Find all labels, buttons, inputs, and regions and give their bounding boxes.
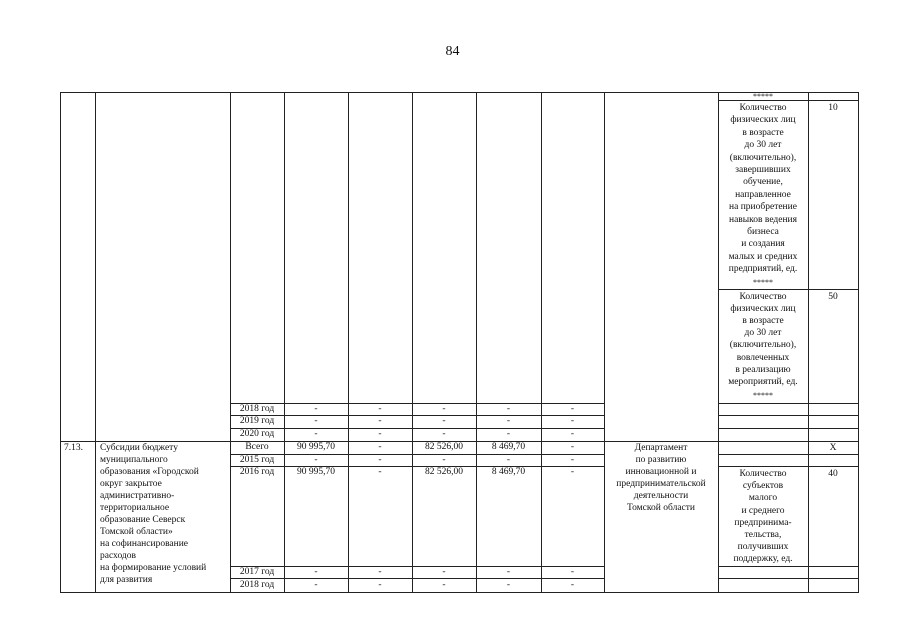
amount-cell: - <box>378 567 382 577</box>
text-line: вовлеченных <box>736 352 790 363</box>
amount-cell: - <box>506 455 511 465</box>
text-line: поддержку, ед. <box>733 554 793 565</box>
amount-cell: - <box>570 455 575 465</box>
text-line: до 30 лет <box>744 140 782 151</box>
vline-11 <box>808 92 809 593</box>
amount-cell: 90 995,70 <box>297 442 335 452</box>
year-label: 2015 год <box>239 455 275 465</box>
vline-2 <box>95 92 96 593</box>
amount-cell: - <box>378 404 382 414</box>
amount-cell: - <box>314 429 318 439</box>
year-label: 2018 год <box>239 404 275 414</box>
amount-cell: - <box>378 455 382 465</box>
text-line: округ закрытое <box>100 479 162 489</box>
text-line: на софинансирование <box>100 539 189 549</box>
amount-cell: - <box>442 416 446 426</box>
text-line: навыков ведения <box>728 214 798 225</box>
text-line: предпринимательской <box>616 479 706 489</box>
text-line: по развитию <box>635 455 687 465</box>
amount-cell: - <box>442 404 446 414</box>
text-line: предпринима- <box>734 517 792 528</box>
text-line: Томской области <box>627 503 695 513</box>
text-line: (включительно), <box>729 340 797 351</box>
row-number: 7.13. <box>64 443 83 453</box>
hline-ind-2015 <box>718 466 859 467</box>
amount-cell: - <box>442 455 446 465</box>
hline-ind-2017 <box>718 566 859 567</box>
amount-cell: - <box>442 429 446 439</box>
text-line: деятельности <box>633 491 689 501</box>
text-line: физических лиц <box>730 304 796 315</box>
stars-mark-3: ***** <box>753 391 773 400</box>
text-line: образование Северск <box>100 515 186 525</box>
indicator-sme-support-value: 40 <box>828 469 838 479</box>
stars-mark-2: ***** <box>753 278 773 287</box>
text-line: физических лиц <box>730 115 796 126</box>
text-line: Количество <box>739 103 787 113</box>
amount-cell: - <box>570 442 575 452</box>
year-label: 2019 год <box>239 416 275 426</box>
amount-cell: - <box>314 580 318 590</box>
hline-indicator-mid <box>718 289 859 290</box>
text-line: тельства, <box>744 530 782 540</box>
text-line: малого <box>748 493 778 504</box>
text-line: предприятий, ед. <box>728 264 798 275</box>
text-line: мероприятий, ед. <box>728 376 798 387</box>
text-line: Количество <box>739 292 787 302</box>
text-line: малых и средних <box>728 251 798 262</box>
text-line: на формирование условий <box>100 563 207 573</box>
amount-cell: - <box>378 429 382 439</box>
amount-cell: - <box>378 442 382 452</box>
vline-4 <box>284 92 285 593</box>
text-line: административно- <box>100 491 175 501</box>
amount-cell: - <box>570 404 575 414</box>
text-line: в возрасте <box>742 127 784 138</box>
amount-cell: - <box>378 580 382 590</box>
vline-8 <box>541 92 542 593</box>
amount-cell: - <box>314 567 318 577</box>
amount-cell: - <box>314 455 318 465</box>
amount-cell: - <box>506 416 511 426</box>
text-line: образования «Городской <box>100 467 199 477</box>
amount-cell: - <box>506 580 511 590</box>
amount-cell: - <box>378 467 382 477</box>
indicator-young-involved-value: 50 <box>828 292 838 302</box>
amount-cell: - <box>506 404 511 414</box>
vline-1 <box>60 92 61 593</box>
hline-ind-2018b <box>718 578 859 579</box>
text-line: для развития <box>100 575 153 585</box>
amount-cell: - <box>314 404 318 414</box>
year-label: Всего <box>245 442 269 452</box>
amount-cell: - <box>442 580 446 590</box>
amount-cell: - <box>570 467 575 477</box>
page-number: 84 <box>445 44 460 59</box>
text-line: в реализацию <box>735 364 791 375</box>
amount-cell: 90 995,70 <box>297 467 335 477</box>
vline-12 <box>858 92 859 593</box>
amount-cell: - <box>506 567 511 577</box>
amount-cell: - <box>570 567 575 577</box>
year-label: 2018 год <box>239 580 275 590</box>
text-line: получивших <box>737 542 789 553</box>
amount-cell: - <box>378 416 382 426</box>
text-line: субъектов <box>742 481 784 492</box>
hline-ind-2020 <box>718 428 859 429</box>
text-line: до 30 лет <box>744 328 782 339</box>
year-label: 2017 год <box>239 567 275 577</box>
text-line: (включительно), <box>729 152 797 163</box>
amount-cell: 8 469,70 <box>491 442 526 452</box>
amount-cell: - <box>570 580 575 590</box>
text-line: Субсидии бюджету <box>100 443 178 453</box>
vline-9 <box>604 92 605 593</box>
year-label: 2016 год <box>239 467 275 477</box>
vline-3 <box>230 92 231 593</box>
indicator-young-trained-value: 10 <box>828 103 838 113</box>
text-line: Количество <box>739 469 787 479</box>
amount-cell: - <box>570 429 575 439</box>
text-line: расходов <box>100 551 136 561</box>
vline-7 <box>476 92 477 593</box>
amount-cell: - <box>442 567 446 577</box>
stars-mark-1: ***** <box>753 92 773 101</box>
vline-6 <box>412 92 413 593</box>
hline-indicator-bottom <box>718 403 859 404</box>
amount-cell: 8 469,70 <box>491 467 526 477</box>
text-line: муниципального <box>100 455 168 465</box>
text-line: и среднего <box>741 505 785 516</box>
hline-ind-2019 <box>718 415 859 416</box>
text-line: территориальное <box>100 503 170 513</box>
amount-cell: - <box>570 416 575 426</box>
x-mark: X <box>829 443 837 453</box>
hline-bottom <box>60 592 859 593</box>
amount-cell: 82 526,00 <box>425 467 463 477</box>
text-line: Департамент <box>634 443 688 453</box>
text-line: обучение, <box>743 177 783 188</box>
text-line: инновационной и <box>625 467 697 477</box>
amount-cell: - <box>314 416 318 426</box>
text-line: и создания <box>741 239 785 250</box>
text-line: в возрасте <box>742 316 784 327</box>
text-line: бизнеса <box>747 227 779 237</box>
text-line: на приобретение <box>729 202 797 213</box>
vline-5 <box>348 92 349 593</box>
amount-cell: 82 526,00 <box>425 442 463 452</box>
year-label: 2020 год <box>239 429 275 439</box>
text-line: завершивших <box>735 165 791 175</box>
amount-cell: - <box>506 429 511 439</box>
text-line: направленное <box>735 189 791 200</box>
text-line: Томской области» <box>100 527 173 537</box>
